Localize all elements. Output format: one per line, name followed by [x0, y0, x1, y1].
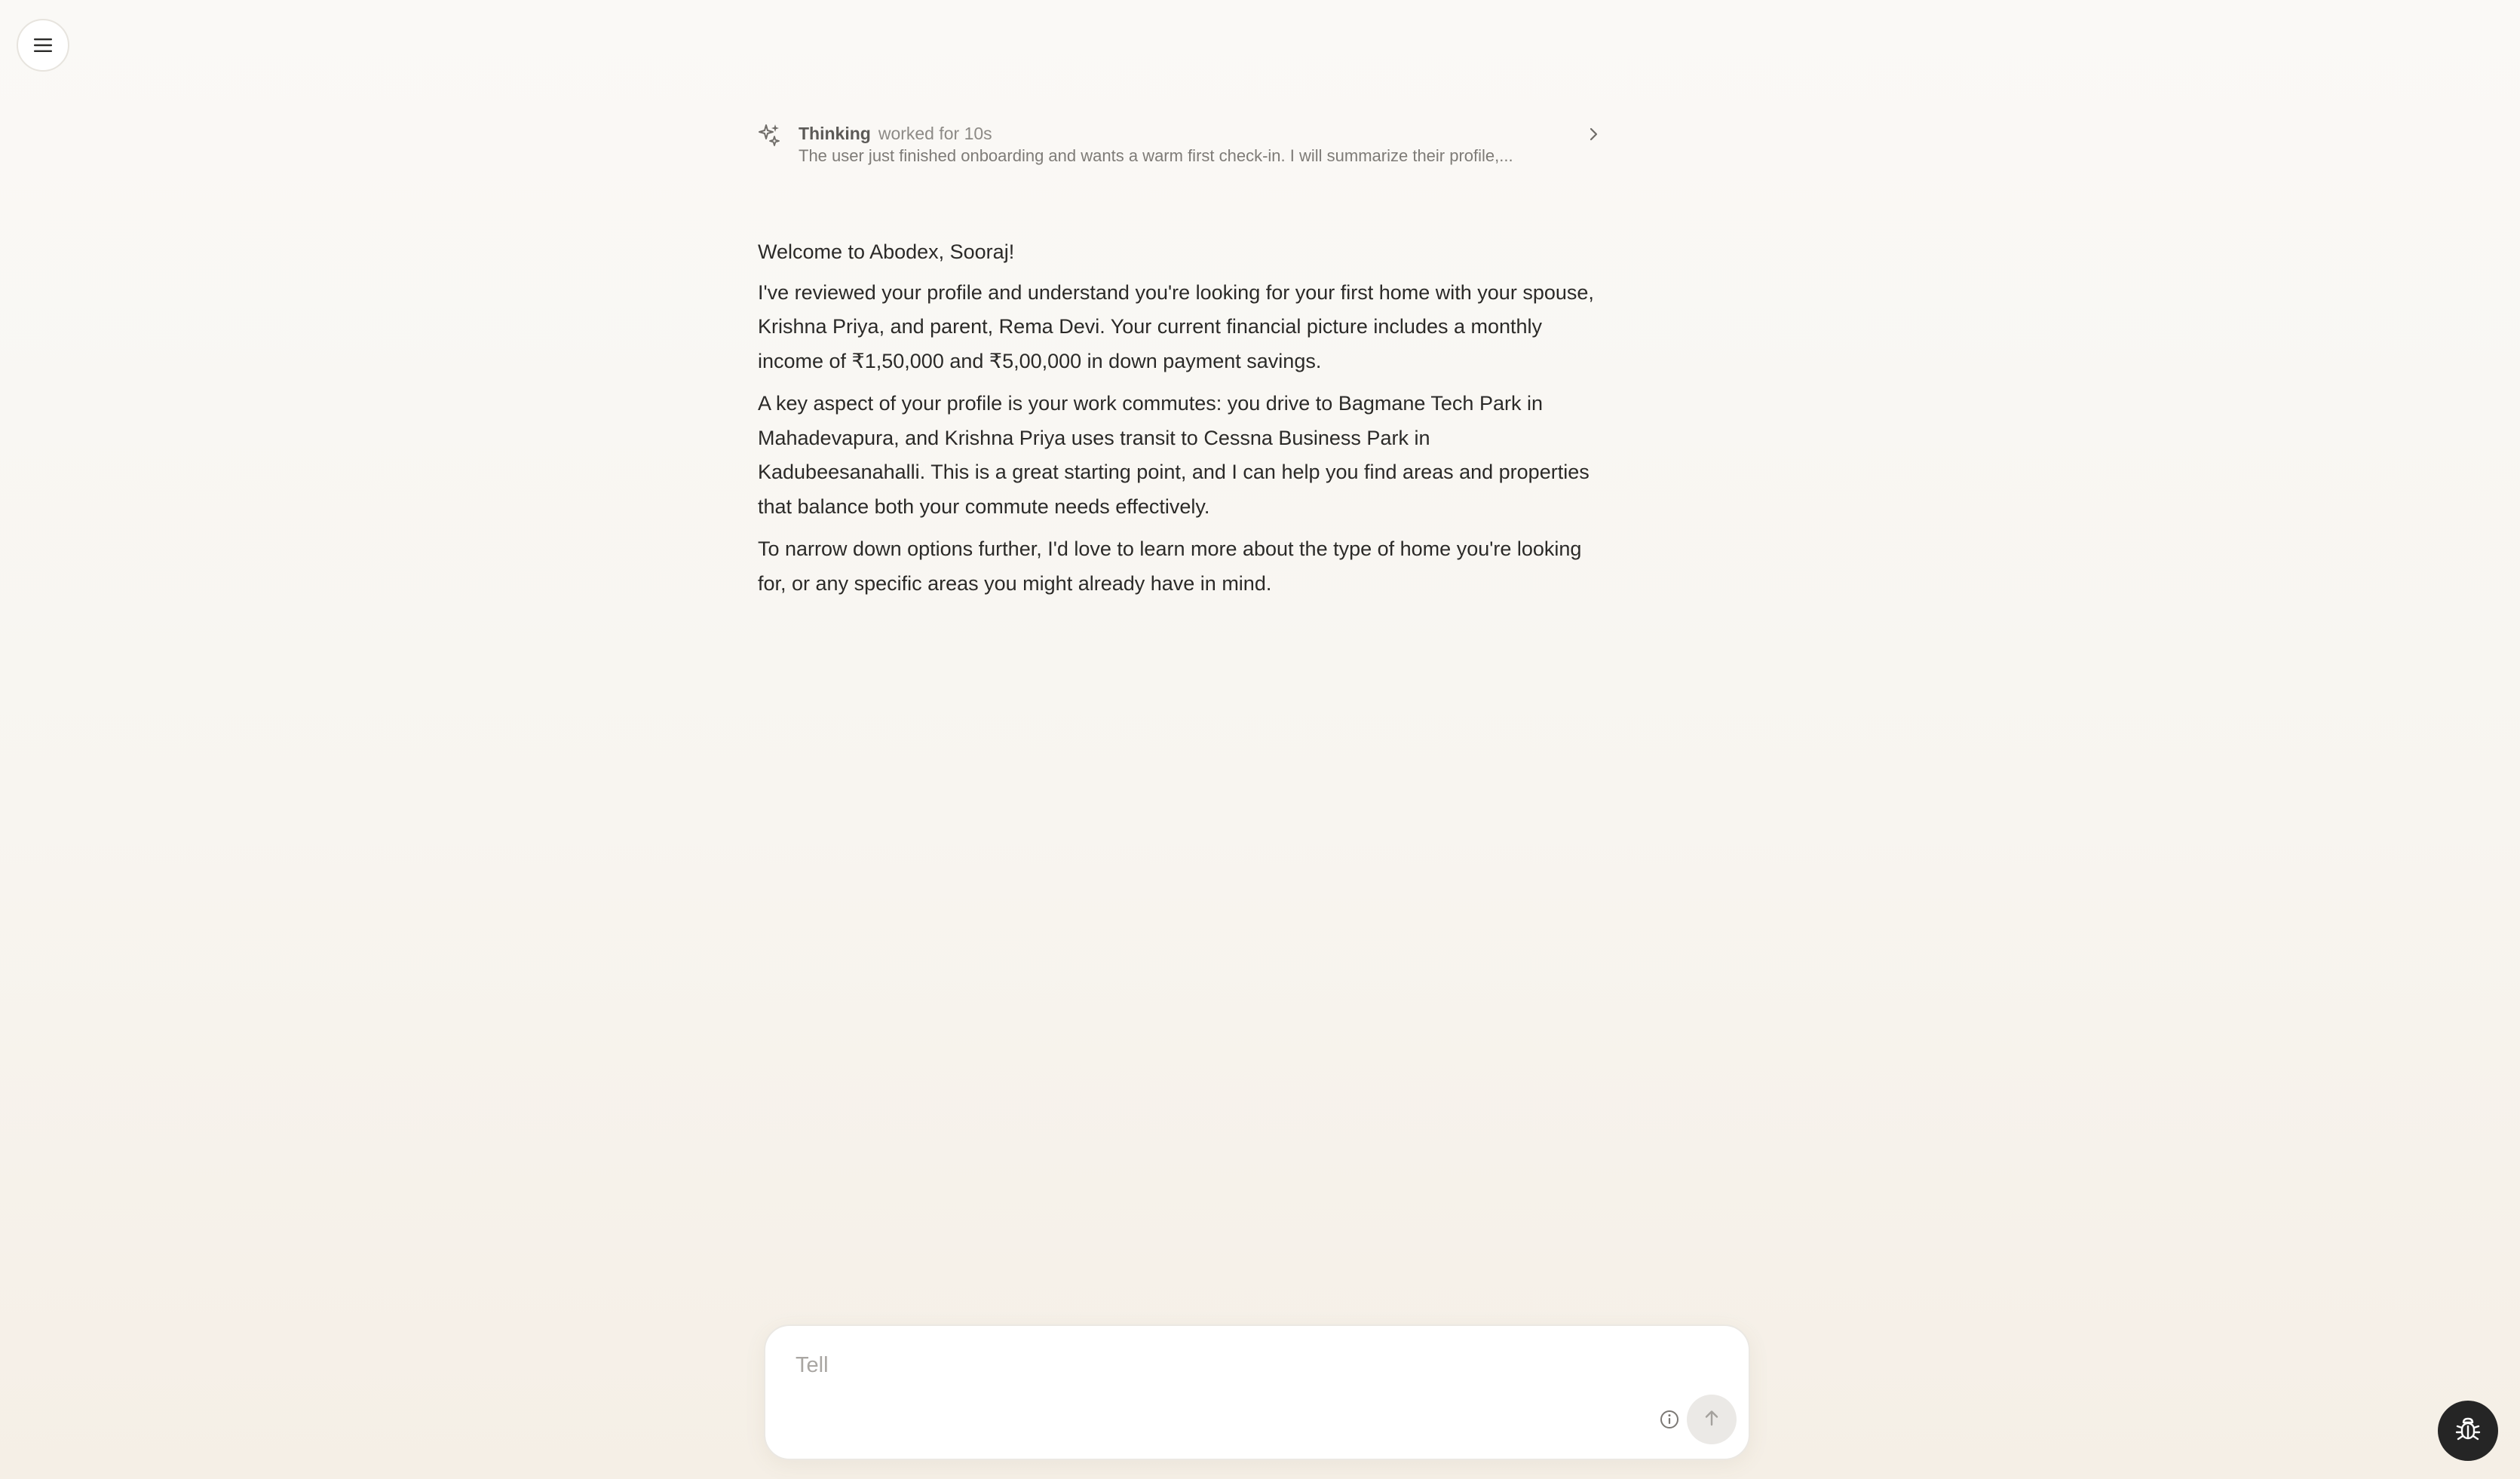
debug-button[interactable]	[2438, 1401, 2498, 1461]
thinking-duration: worked for 10s	[878, 124, 992, 143]
message-paragraph: A key aspect of your profile is your work commutes: you drive to Bagmane Tech Park in Mahadevapura, and Krishna Priya uses transit to Cessna Business Park in Kadubeesanahalli. This is a great starting point, and I can help you find areas and properties that balance both your commute needs effectively.	[758, 392, 1590, 518]
menu-button[interactable]	[17, 19, 69, 72]
message-input[interactable]	[796, 1350, 1685, 1380]
message-composer	[764, 1324, 1750, 1460]
thinking-header	[799, 121, 992, 146]
assistant-message	[758, 235, 1602, 601]
conversation	[758, 121, 1602, 609]
message-paragraph: To narrow down options further, I'd love to learn more about the type of home you're looking for, or any specific areas you might already have in mind.	[758, 537, 1582, 595]
thinking-summary: The user just finished onboarding and wants a warm first check-in. I will summarize their profile,...	[799, 146, 1513, 165]
thinking-panel-toggle[interactable]	[758, 121, 1602, 169]
info-icon[interactable]	[1659, 1409, 1680, 1430]
sparkles-icon	[758, 122, 782, 146]
hamburger-menu-icon	[34, 38, 52, 53]
send-button[interactable]	[1687, 1395, 1737, 1444]
message-greeting: Welcome to Abodex, Sooraj!	[758, 240, 1015, 263]
chevron-right-icon[interactable]	[1584, 125, 1602, 143]
arrow-up-icon	[1702, 1408, 1721, 1432]
thinking-label: Thinking	[799, 124, 871, 143]
bug-icon	[2454, 1415, 2482, 1447]
message-paragraph: I've reviewed your profile and understand you're looking for your first home with your spouse, Krishna Priya, and parent, Rema Devi. Your current financial picture includes a monthly income of ₹1,50,000 and ₹5,00,000 in down payment savings.	[758, 280, 1594, 372]
